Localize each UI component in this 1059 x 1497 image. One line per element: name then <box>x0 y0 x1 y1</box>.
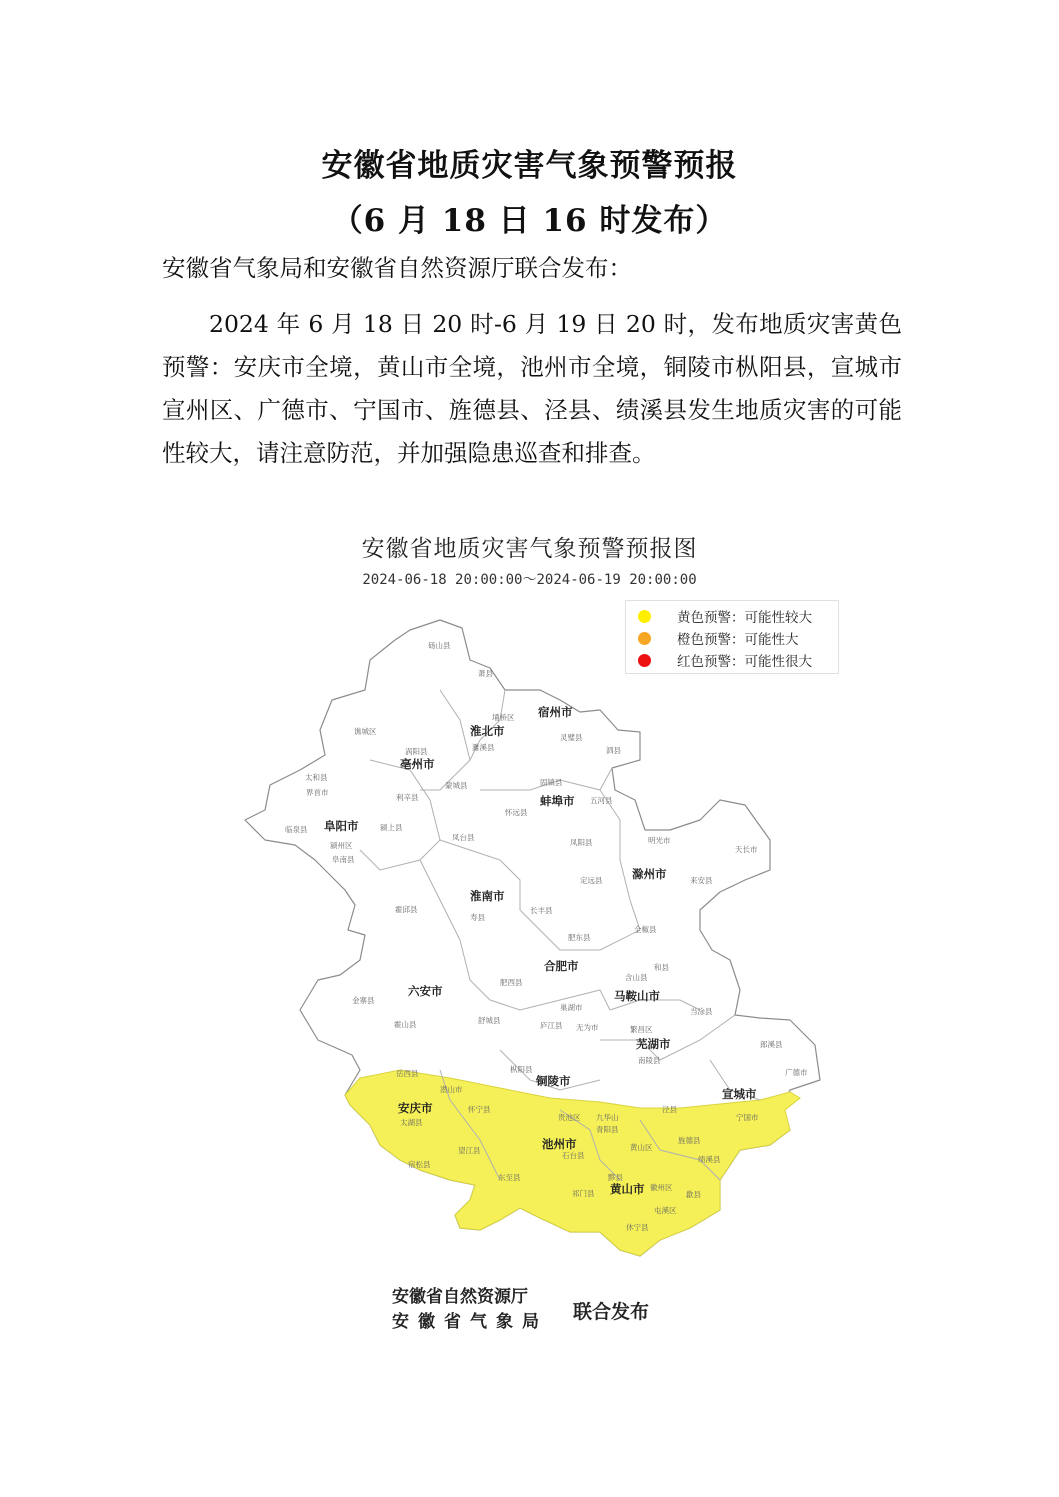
map-city-label: 六安市 <box>408 984 443 998</box>
map-county-label: 肥东县 <box>568 933 591 942</box>
map-county-label: 繁昌区 <box>630 1025 653 1034</box>
map-city-label: 亳州市 <box>400 757 435 771</box>
map-county-label: 贵池区 <box>558 1113 581 1122</box>
map-title: 安徽省地质灾害气象预警预报图 <box>361 536 698 562</box>
map-city-label: 芜湖市 <box>636 1037 671 1051</box>
map-county-label: 黟县 <box>608 1173 623 1182</box>
map-county-label: 太和县 <box>305 773 328 782</box>
map-county-label: 五河县 <box>590 796 613 805</box>
map-county-label: 屯溪区 <box>654 1206 677 1215</box>
map-county-label: 九华山 <box>596 1113 619 1122</box>
footer-org-natural-resources: 安徽省自然资源厅 <box>392 1287 528 1307</box>
footer-orgs <box>392 1285 548 1335</box>
map-county-label: 天长市 <box>735 845 758 854</box>
map-city-label: 安庆市 <box>398 1101 433 1115</box>
map-county-label: 宿松县 <box>408 1160 431 1169</box>
map-period: 2024-06-18 20:00:00～2024-06-19 20:00:00 <box>362 572 697 588</box>
map-county-label: 蒙城县 <box>445 781 468 790</box>
map-county-label: 谯城区 <box>354 727 377 736</box>
map-county-label: 埇桥区 <box>492 713 515 722</box>
map-city-label: 马鞍山市 <box>614 989 660 1003</box>
map-county-label: 青阳县 <box>596 1125 619 1134</box>
map-county-label: 庐江县 <box>540 1021 563 1030</box>
map-county-label: 和县 <box>654 963 669 972</box>
map-county-label: 来安县 <box>690 876 713 885</box>
map-county-label: 怀远县 <box>505 808 528 817</box>
map-county-label: 东至县 <box>498 1173 521 1182</box>
map-county-label: 定远县 <box>580 876 603 885</box>
map-city-label: 宿州市 <box>538 705 573 719</box>
map-county-label: 长丰县 <box>530 906 553 915</box>
legend-label-orange: 橙色预警：可能性大 <box>677 632 799 648</box>
map-city-label: 淮南市 <box>470 889 505 903</box>
map-county-label: 固镇县 <box>540 778 563 787</box>
map-city-label: 宣城市 <box>722 1087 757 1101</box>
map-county-label: 无为市 <box>576 1023 599 1032</box>
map-city-label: 滁州市 <box>632 867 667 881</box>
map-county-label: 砀山县 <box>428 641 451 650</box>
map-county-label: 南陵县 <box>638 1056 661 1065</box>
anhui-warning-map <box>230 615 830 1265</box>
map-county-label: 泾县 <box>662 1105 677 1114</box>
map-county-label: 岳西县 <box>396 1069 419 1078</box>
map-county-label: 旌德县 <box>678 1136 701 1145</box>
map-county-label: 石台县 <box>562 1151 585 1160</box>
map-county-label: 泗县 <box>606 746 621 755</box>
legend-label-red: 红色预警：可能性很大 <box>677 654 812 670</box>
map-county-label: 霍邱县 <box>395 905 418 914</box>
map-county-label: 寿县 <box>470 913 485 922</box>
map-county-label: 颍上县 <box>380 823 403 832</box>
map-county-label: 萧县 <box>478 669 493 678</box>
map-county-label: 绩溪县 <box>698 1155 721 1164</box>
map-county-label: 祁门县 <box>572 1189 595 1198</box>
document-subtitle: （6 月 18 日 16 时发布） <box>331 203 728 239</box>
map-county-label: 黄山区 <box>630 1143 653 1152</box>
map-county-label: 舒城县 <box>478 1016 501 1025</box>
map-county-label: 霍山县 <box>394 1020 417 1029</box>
footer-org-meteorology: 安徽省气象局 <box>392 1312 548 1332</box>
map-county-label: 界首市 <box>306 788 329 797</box>
footer-joint-release: 联合发布 <box>573 1301 650 1323</box>
map-county-label: 郎溪县 <box>760 1040 783 1049</box>
map-county-label: 凤阳县 <box>570 838 593 847</box>
map-city-label: 铜陵市 <box>536 1074 571 1088</box>
map-city-label: 阜阳市 <box>324 819 359 833</box>
map-county-label: 涡阳县 <box>405 747 428 756</box>
map-county-label: 金寨县 <box>352 996 375 1005</box>
warning-body-paragraph: 2024 年 6 月 18 日 20 时-6 月 19 日 20 时，发布地质灾害黄色预警：安庆市全境，黄山市全境，池州市全境，铜陵市枞阳县，宣城市宣州区、广德市、宁国市、旌德县、泾县、绩溪县发生地质灾害的可能性较大，请注意防范，并加强隐患巡查和排查。 <box>162 310 902 467</box>
map-county-label: 凤台县 <box>452 833 475 842</box>
map-county-label: 巢湖市 <box>560 1003 583 1012</box>
map-city-label: 合肥市 <box>544 959 579 973</box>
map-county-label: 明光市 <box>648 836 671 845</box>
map-county-label: 含山县 <box>625 973 648 982</box>
map-county-label: 濉溪县 <box>472 743 495 752</box>
publisher-line: 安徽省气象局和安徽省自然资源厅联合发布： <box>162 254 632 282</box>
map-county-label: 临泉县 <box>285 825 308 834</box>
map-city-label: 淮北市 <box>470 724 505 738</box>
map-county-label: 潜山市 <box>440 1085 463 1094</box>
map-county-label: 太湖县 <box>400 1118 423 1127</box>
map-county-label: 利辛县 <box>396 793 419 802</box>
map-county-label: 怀宁县 <box>468 1105 491 1114</box>
map-county-label: 广德市 <box>785 1068 808 1077</box>
document-title: 安徽省地质灾害气象预警预报 <box>321 148 738 184</box>
map-county-label: 徽州区 <box>650 1183 673 1192</box>
map-city-label: 池州市 <box>542 1137 577 1151</box>
map-county-label: 歙县 <box>686 1190 701 1199</box>
map-county-label: 当涂县 <box>690 1007 713 1016</box>
map-county-label: 全椒县 <box>634 925 657 934</box>
map-county-label: 望江县 <box>458 1146 481 1155</box>
map-county-label: 灵璧县 <box>560 733 583 742</box>
map-county-label: 阜南县 <box>332 855 355 864</box>
map-county-label: 休宁县 <box>626 1223 649 1232</box>
map-county-label: 枞阳县 <box>510 1065 533 1074</box>
map-city-label: 黄山市 <box>610 1182 645 1196</box>
map-county-label: 肥西县 <box>500 978 523 987</box>
map-county-label: 宁国市 <box>736 1113 759 1122</box>
map-county-label: 颍州区 <box>330 841 353 850</box>
map-city-label: 蚌埠市 <box>540 794 575 808</box>
legend-label-yellow: 黄色预警：可能性较大 <box>677 610 812 626</box>
